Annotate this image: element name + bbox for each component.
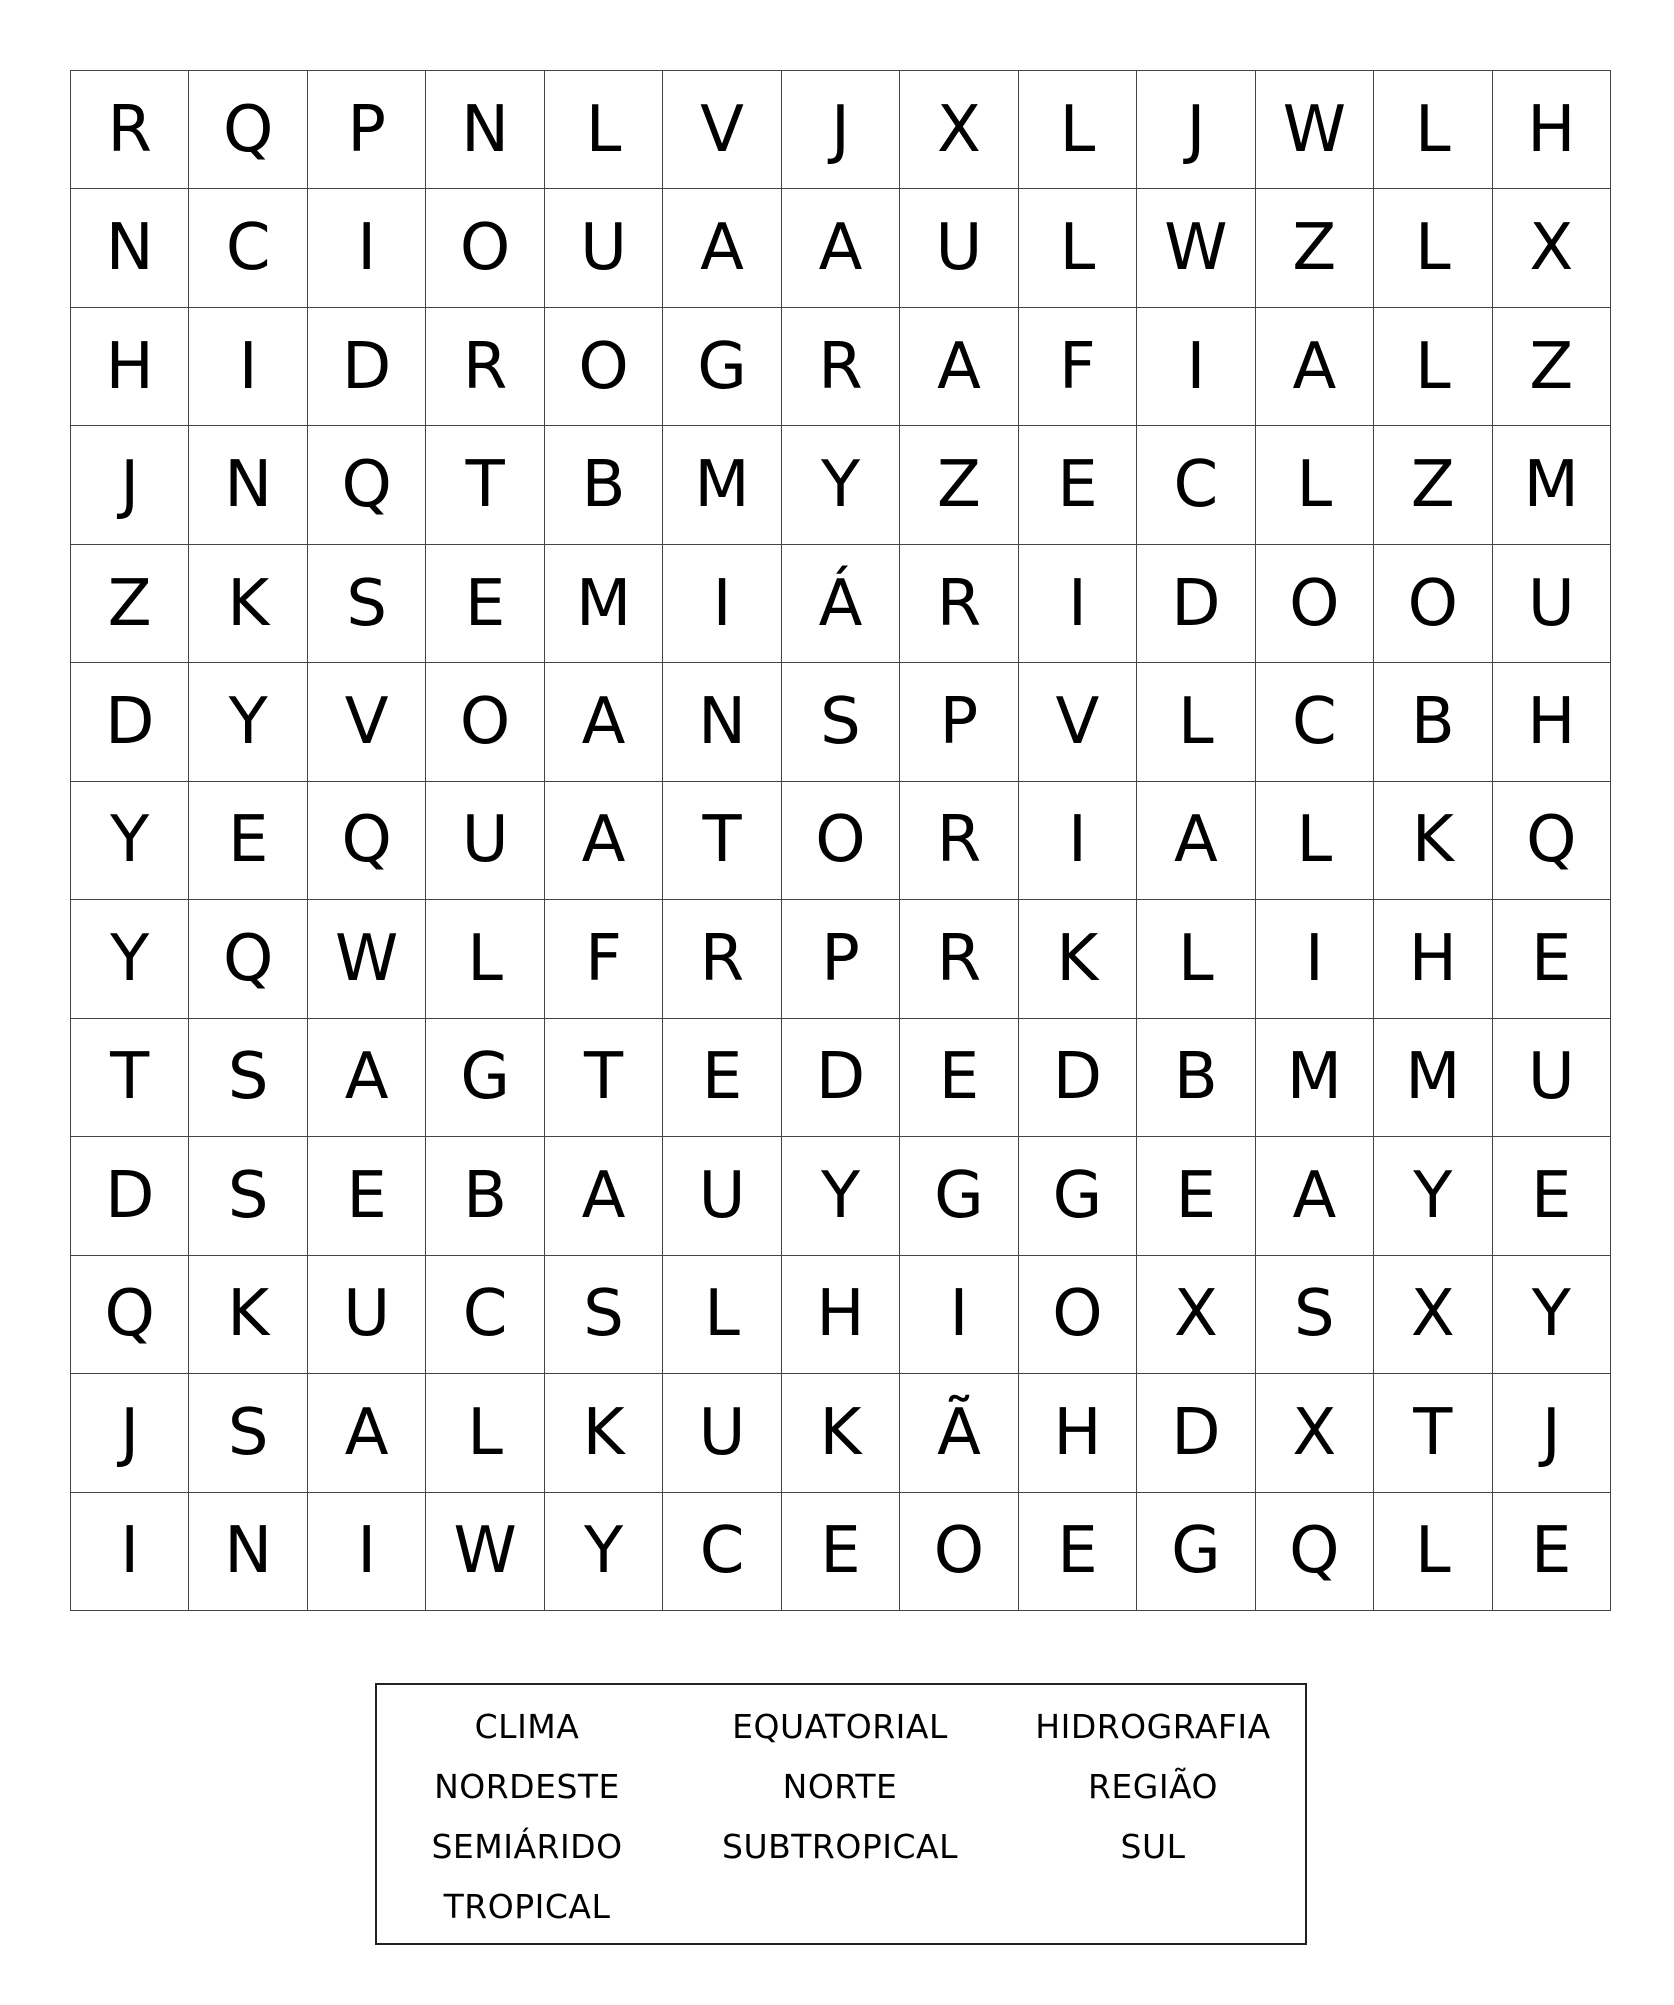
- grid-cell[interactable]: D: [308, 308, 426, 426]
- grid-cell[interactable]: P: [782, 900, 900, 1018]
- grid-cell[interactable]: L: [1137, 900, 1255, 1018]
- grid-cell[interactable]: X: [1493, 189, 1611, 307]
- grid-cell[interactable]: I: [308, 189, 426, 307]
- grid-cell[interactable]: I: [900, 1256, 1018, 1374]
- grid-cell[interactable]: R: [71, 71, 189, 189]
- grid-cell[interactable]: X: [1137, 1256, 1255, 1374]
- grid-cell[interactable]: X: [900, 71, 1018, 189]
- grid-cell[interactable]: L: [1374, 71, 1492, 189]
- grid-cell[interactable]: I: [1256, 900, 1374, 1018]
- grid-cell[interactable]: K: [1019, 900, 1137, 1018]
- word-list-item: NORDESTE: [434, 1767, 620, 1806]
- grid-cell[interactable]: L: [426, 900, 544, 1018]
- grid-cell[interactable]: T: [663, 782, 781, 900]
- word-list-item: REGIÃO: [1087, 1767, 1219, 1806]
- grid-cell[interactable]: X: [1256, 1374, 1374, 1492]
- word-list: [375, 1683, 1307, 1945]
- grid-cell[interactable]: I: [1019, 782, 1137, 900]
- grid-cell[interactable]: Y: [1374, 1137, 1492, 1255]
- grid-cell[interactable]: Z: [1374, 426, 1492, 544]
- grid-cell[interactable]: Q: [1493, 782, 1611, 900]
- word-search-grid: [70, 70, 1611, 1611]
- grid-cell[interactable]: H: [1374, 900, 1492, 1018]
- word-list-item: EQUATORIAL: [732, 1707, 948, 1746]
- grid-cell[interactable]: L: [663, 1256, 781, 1374]
- grid-cell[interactable]: D: [782, 1019, 900, 1137]
- grid-cell[interactable]: M: [1493, 426, 1611, 544]
- grid-cell[interactable]: Q: [71, 1256, 189, 1374]
- grid-cell[interactable]: A: [545, 663, 663, 781]
- grid-cell[interactable]: O: [1256, 545, 1374, 663]
- grid-cell[interactable]: E: [1019, 426, 1137, 544]
- grid-cell[interactable]: N: [71, 189, 189, 307]
- grid-cell[interactable]: J: [782, 71, 900, 189]
- grid-cell[interactable]: G: [663, 308, 781, 426]
- grid-cell[interactable]: L: [1256, 426, 1374, 544]
- grid-cell[interactable]: D: [1137, 545, 1255, 663]
- grid-cell[interactable]: Z: [900, 426, 1018, 544]
- grid-cell[interactable]: N: [663, 663, 781, 781]
- grid-cell[interactable]: I: [663, 545, 781, 663]
- grid-cell[interactable]: B: [426, 1137, 544, 1255]
- grid-cell[interactable]: J: [71, 426, 189, 544]
- grid-cell[interactable]: T: [1374, 1374, 1492, 1492]
- grid-cell[interactable]: H: [1019, 1374, 1137, 1492]
- grid-cell[interactable]: U: [426, 782, 544, 900]
- grid-cell[interactable]: C: [189, 189, 307, 307]
- grid-cell[interactable]: A: [663, 189, 781, 307]
- grid-cell[interactable]: E: [1019, 1493, 1137, 1611]
- grid-cell[interactable]: R: [426, 308, 544, 426]
- grid-cell[interactable]: L: [1019, 71, 1137, 189]
- grid-cell[interactable]: A: [545, 782, 663, 900]
- grid-cell[interactable]: R: [900, 545, 1018, 663]
- word-list-item: SUBTROPICAL: [722, 1827, 958, 1866]
- grid-cell[interactable]: U: [663, 1374, 781, 1492]
- grid-cell[interactable]: C: [663, 1493, 781, 1611]
- word-list-item: SUL: [1120, 1827, 1186, 1866]
- grid-cell[interactable]: A: [782, 189, 900, 307]
- grid-cell[interactable]: M: [1256, 1019, 1374, 1137]
- grid-cell[interactable]: G: [900, 1137, 1018, 1255]
- grid-cell[interactable]: P: [900, 663, 1018, 781]
- grid-cell[interactable]: S: [189, 1374, 307, 1492]
- word-list-item: SEMIÁRIDO: [431, 1827, 623, 1866]
- grid-cell[interactable]: G: [1137, 1493, 1255, 1611]
- grid-cell[interactable]: W: [1137, 189, 1255, 307]
- grid-cell[interactable]: L: [426, 1374, 544, 1492]
- grid-cell[interactable]: L: [1374, 189, 1492, 307]
- grid-cell[interactable]: E: [1493, 1137, 1611, 1255]
- grid-cell[interactable]: F: [1019, 308, 1137, 426]
- grid-cell[interactable]: U: [545, 189, 663, 307]
- grid-cell[interactable]: W: [1256, 71, 1374, 189]
- grid-cell[interactable]: M: [663, 426, 781, 544]
- grid-cell[interactable]: M: [545, 545, 663, 663]
- grid-cell[interactable]: Y: [71, 900, 189, 1018]
- grid-cell[interactable]: G: [426, 1019, 544, 1137]
- grid-cell[interactable]: L: [1137, 663, 1255, 781]
- word-list-item: NORTE: [782, 1767, 898, 1806]
- grid-cell[interactable]: S: [782, 663, 900, 781]
- grid-cell[interactable]: L: [1019, 189, 1137, 307]
- grid-cell[interactable]: A: [308, 1019, 426, 1137]
- grid-cell[interactable]: M: [1374, 1019, 1492, 1137]
- grid-cell[interactable]: I: [1137, 308, 1255, 426]
- grid-cell[interactable]: R: [663, 900, 781, 1018]
- grid-cell[interactable]: D: [71, 663, 189, 781]
- grid-cell[interactable]: D: [1019, 1019, 1137, 1137]
- grid-cell[interactable]: Z: [1256, 189, 1374, 307]
- grid-cell[interactable]: K: [782, 1374, 900, 1492]
- grid-cell[interactable]: F: [545, 900, 663, 1018]
- grid-cell[interactable]: L: [1256, 782, 1374, 900]
- grid-cell[interactable]: Q: [308, 782, 426, 900]
- word-list-item: HIDROGRAFIA: [1035, 1707, 1271, 1746]
- grid-cell[interactable]: Y: [1493, 1256, 1611, 1374]
- grid-cell[interactable]: P: [308, 71, 426, 189]
- grid-cell[interactable]: H: [782, 1256, 900, 1374]
- grid-cell[interactable]: L: [545, 71, 663, 189]
- grid-cell[interactable]: O: [426, 663, 544, 781]
- grid-cell[interactable]: J: [1493, 1374, 1611, 1492]
- grid-cell[interactable]: Z: [71, 545, 189, 663]
- grid-cell[interactable]: A: [1256, 1137, 1374, 1255]
- grid-cell[interactable]: K: [1374, 782, 1492, 900]
- grid-cell[interactable]: S: [189, 1137, 307, 1255]
- grid-cell[interactable]: T: [71, 1019, 189, 1137]
- grid-cell[interactable]: S: [545, 1256, 663, 1374]
- grid-cell[interactable]: U: [308, 1256, 426, 1374]
- grid-cell[interactable]: R: [900, 782, 1018, 900]
- grid-cell[interactable]: O: [900, 1493, 1018, 1611]
- grid-cell[interactable]: T: [545, 1019, 663, 1137]
- grid-cell[interactable]: U: [1493, 545, 1611, 663]
- grid-cell[interactable]: W: [308, 900, 426, 1018]
- grid-cell[interactable]: Q: [189, 900, 307, 1018]
- grid-cell[interactable]: X: [1374, 1256, 1492, 1374]
- grid-cell[interactable]: E: [426, 545, 544, 663]
- grid-cell[interactable]: E: [782, 1493, 900, 1611]
- grid-cell[interactable]: R: [900, 900, 1018, 1018]
- grid-cell[interactable]: O: [1019, 1256, 1137, 1374]
- grid-cell[interactable]: J: [71, 1374, 189, 1492]
- grid-cell[interactable]: Q: [189, 71, 307, 189]
- grid-cell[interactable]: G: [1019, 1137, 1137, 1255]
- grid-cell[interactable]: V: [1019, 663, 1137, 781]
- word-list-item: TROPICAL: [443, 1887, 611, 1926]
- grid-cell[interactable]: B: [1137, 1019, 1255, 1137]
- grid-cell[interactable]: O: [782, 782, 900, 900]
- grid-cell[interactable]: V: [663, 71, 781, 189]
- grid-cell[interactable]: O: [545, 308, 663, 426]
- grid-cell[interactable]: I: [71, 1493, 189, 1611]
- grid-cell[interactable]: E: [1137, 1137, 1255, 1255]
- grid-cell[interactable]: Q: [1256, 1493, 1374, 1611]
- grid-cell[interactable]: Á: [782, 545, 900, 663]
- grid-cell[interactable]: C: [1137, 426, 1255, 544]
- grid-cell[interactable]: Ã: [900, 1374, 1018, 1492]
- grid-cell[interactable]: V: [308, 663, 426, 781]
- grid-cell[interactable]: A: [900, 308, 1018, 426]
- grid-cell[interactable]: D: [1137, 1374, 1255, 1492]
- grid-cell[interactable]: K: [189, 1256, 307, 1374]
- grid-cell[interactable]: W: [426, 1493, 544, 1611]
- grid-cell[interactable]: A: [1256, 308, 1374, 426]
- grid-cell[interactable]: B: [545, 426, 663, 544]
- grid-cell[interactable]: E: [900, 1019, 1018, 1137]
- grid-cell[interactable]: D: [71, 1137, 189, 1255]
- grid-cell[interactable]: J: [1137, 71, 1255, 189]
- grid-cell[interactable]: O: [1374, 545, 1492, 663]
- grid-cell[interactable]: K: [545, 1374, 663, 1492]
- grid-cell[interactable]: S: [308, 545, 426, 663]
- grid-cell[interactable]: Y: [782, 426, 900, 544]
- grid-cell[interactable]: Q: [308, 426, 426, 544]
- grid-cell[interactable]: H: [1493, 663, 1611, 781]
- grid-cell[interactable]: A: [545, 1137, 663, 1255]
- grid-cell[interactable]: Y: [71, 782, 189, 900]
- grid-cell[interactable]: L: [1374, 1493, 1492, 1611]
- grid-cell[interactable]: N: [426, 71, 544, 189]
- grid-cell[interactable]: C: [1256, 663, 1374, 781]
- grid-cell[interactable]: Z: [1493, 308, 1611, 426]
- grid-cell[interactable]: K: [189, 545, 307, 663]
- grid-cell[interactable]: A: [308, 1374, 426, 1492]
- grid-cell[interactable]: O: [426, 189, 544, 307]
- grid-cell[interactable]: Y: [782, 1137, 900, 1255]
- grid-cell[interactable]: E: [1493, 1493, 1611, 1611]
- grid-cell[interactable]: A: [1137, 782, 1255, 900]
- grid-cell[interactable]: U: [900, 189, 1018, 307]
- grid-cell[interactable]: I: [308, 1493, 426, 1611]
- grid-cell[interactable]: Y: [545, 1493, 663, 1611]
- grid-cell[interactable]: L: [1374, 308, 1492, 426]
- grid-cell[interactable]: U: [663, 1137, 781, 1255]
- grid-cell[interactable]: I: [189, 308, 307, 426]
- grid-cell[interactable]: C: [426, 1256, 544, 1374]
- grid-cell[interactable]: E: [308, 1137, 426, 1255]
- grid-cell[interactable]: E: [663, 1019, 781, 1137]
- grid-cell[interactable]: R: [782, 308, 900, 426]
- grid-cell[interactable]: I: [1019, 545, 1137, 663]
- grid-cell[interactable]: E: [1493, 900, 1611, 1018]
- grid-cell[interactable]: Y: [189, 663, 307, 781]
- grid-cell[interactable]: T: [426, 426, 544, 544]
- grid-cell[interactable]: N: [189, 426, 307, 544]
- grid-cell[interactable]: S: [1256, 1256, 1374, 1374]
- grid-cell[interactable]: H: [71, 308, 189, 426]
- grid-cell[interactable]: N: [189, 1493, 307, 1611]
- grid-cell[interactable]: S: [189, 1019, 307, 1137]
- grid-cell[interactable]: B: [1374, 663, 1492, 781]
- word-list-item: CLIMA: [474, 1707, 580, 1746]
- grid-cell[interactable]: U: [1493, 1019, 1611, 1137]
- grid-cell[interactable]: E: [189, 782, 307, 900]
- grid-cell[interactable]: H: [1493, 71, 1611, 189]
